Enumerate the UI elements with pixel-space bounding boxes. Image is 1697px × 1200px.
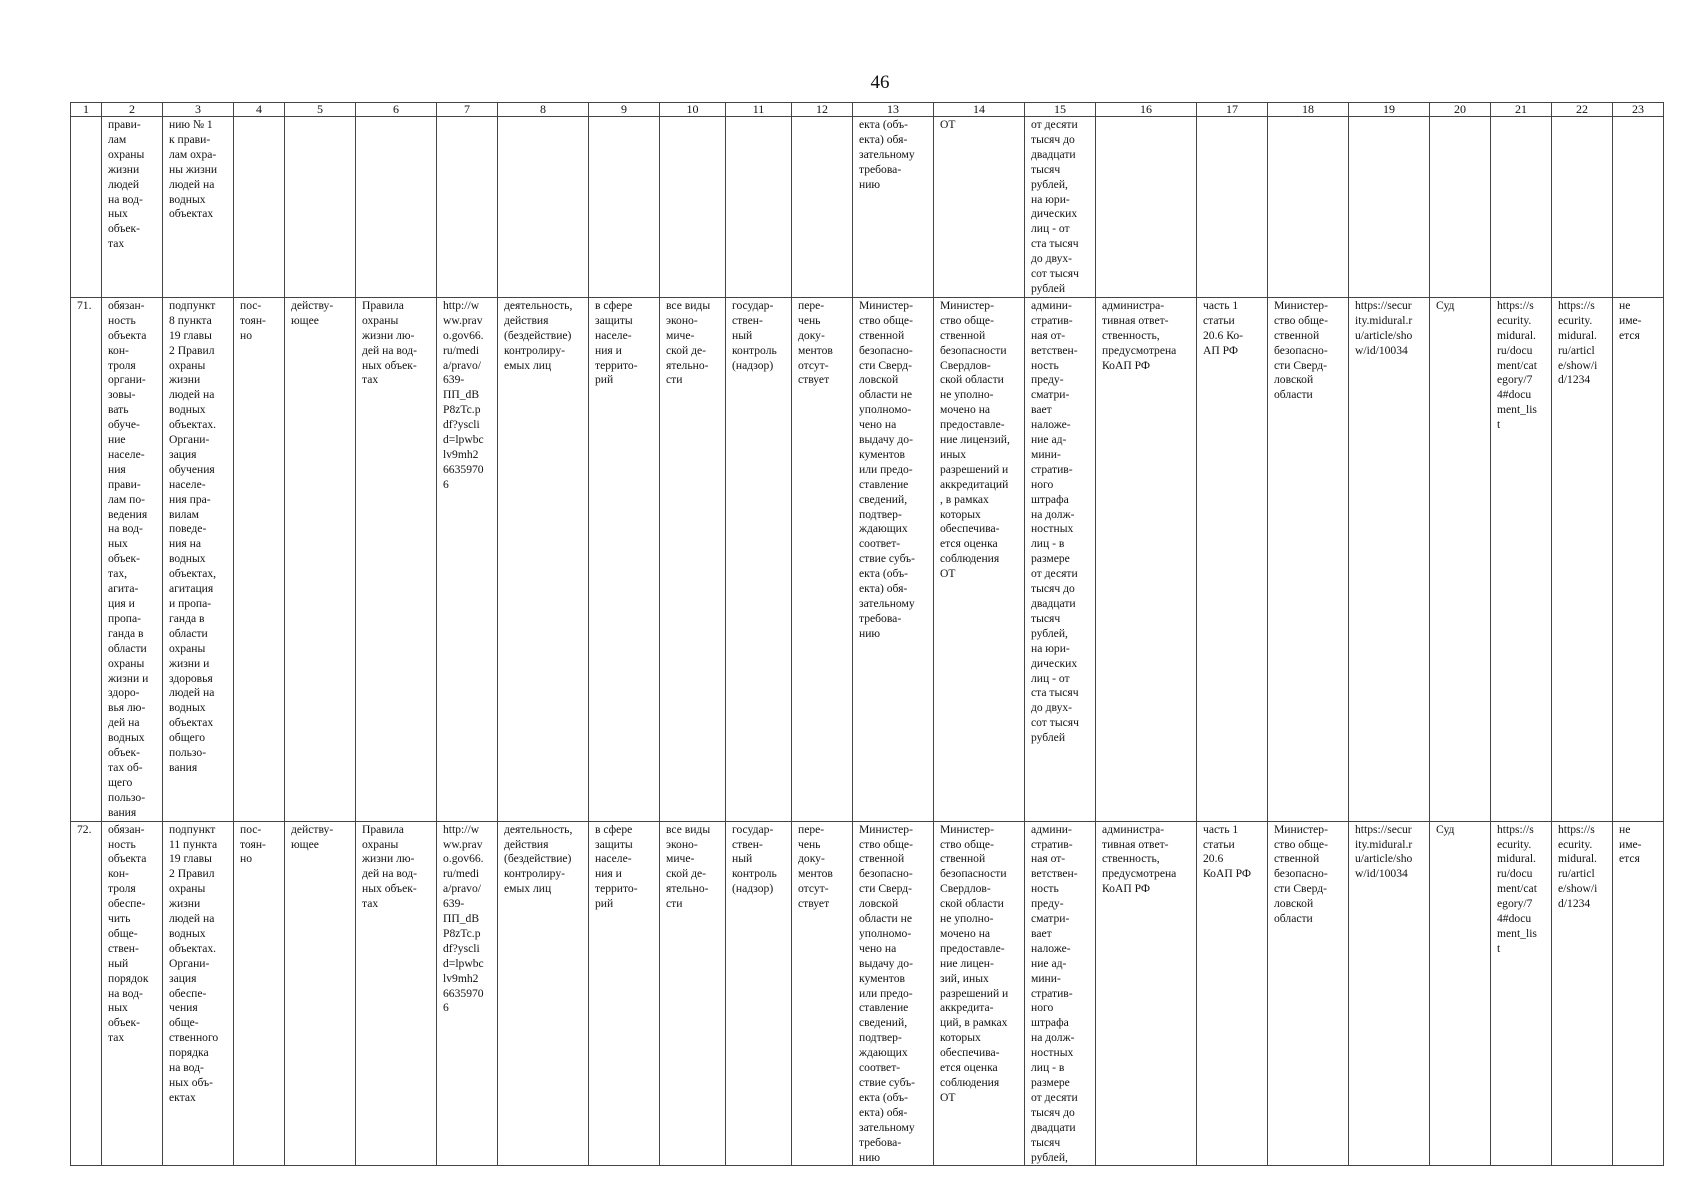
cell-text: в сфере защиты населе- ния и террито- рий [595,822,638,911]
column-number-17: 17 [1197,103,1268,117]
column-number-1: 1 [71,103,102,117]
cell-text: Министер- ство обще- ственной безопасности Свердлов- ской области не уполно- мочено на предоставле- ние лицен- зий, иных разрешений и аккредита- ций, в рамках которых обеспечива- ется оценка соблюдения ОТ [940,822,1009,1104]
cell-text: деятельность, действия (бездействие) контролиру- емых лиц [504,298,573,372]
cell-text: пере- чень доку- ментов отсут- ствует [798,822,833,911]
cell-text: не име- ется [1619,822,1642,866]
cell-text: админи- стратив- ная от- ветствен- ность преду- сматри- вает наложе- ние ад- мини- стратив- ного штрафа на долж- ностных лиц - в размере от десяти тысяч до двадцати тысяч рублей, [1031,822,1078,1164]
table-cell-col-6 [356,117,437,298]
cell-text: Правила охраны жизни лю- дей на вод- ных объек- тах [362,298,418,387]
table-cell-col-12 [792,297,853,821]
column-number-14: 14 [934,103,1025,117]
cell-text: https://s ecurity. midural. ru/docu ment/cat egory/7 4#docu ment_lis t [1497,822,1537,955]
table-cell-col-19 [1349,821,1430,1166]
cell-text: Министер- ство обще- ственной безопасно- сти Сверд- ловской области не уполномо- чено на выдачу до- кументов или предо- ставление сведений, подтвер- ждающих соответ- ствие субъ- екта (объ- екта) обя- зательному требова- нию [859,822,916,1164]
column-number-4: 4 [234,103,285,117]
table-cell-col-10 [660,821,726,1166]
cell-text: Правила охраны жизни лю- дей на вод- ных объек- тах [362,822,418,911]
table-cell-col-20 [1430,821,1491,1166]
cell-text: админи- стратив- ная от- ветствен- ность преду- сматри- вает наложе- ние ад- мини- стратив- ного штрафа на долж- ностных лиц - в размере от десяти тысяч до двадцати тысяч рублей, на юри- дических лиц - от ста тысяч до двух- сот тысяч рублей [1031,298,1079,745]
column-number-row [71,103,1664,117]
table-cell-col-19 [1349,117,1430,298]
table-cell-col-23 [1613,821,1664,1166]
table-cell-col-3 [163,117,234,298]
cell-text: администра- тивная ответ- ственность, предусмотрена КоАП РФ [1102,298,1177,372]
cell-text: https://s ecurity. midural. ru/articl e/show/i d/1234 [1558,298,1598,387]
cell-text: не име- ется [1619,298,1642,342]
table-cell-col-5 [285,821,356,1166]
table-cell-col-7 [437,297,498,821]
table-cell-col-6 [356,297,437,821]
cell-text: все виды эконо- миче- ской де- ятельно- сти [666,298,711,387]
table-cell-col-5 [285,117,356,298]
table-cell-col-13 [853,821,934,1166]
table-cell-col-20 [1430,297,1491,821]
table-cell-col-21 [1491,117,1552,298]
table-cell-col-15 [1025,297,1096,821]
cell-text: Министер- ство обще- ственной безопасности Свердлов- ской области не уполно- мочено на предоставле- ние лицензий, иных разрешений и аккредитаций , в рамках которых обеспечива- ется оценка соблюдения ОТ [940,298,1010,581]
table-row [71,117,1664,298]
table-cell-col-12 [792,117,853,298]
cell-text: Суд [1436,298,1455,312]
table-cell-col-4 [234,821,285,1166]
table-cell-col-11 [726,821,792,1166]
column-number-13: 13 [853,103,934,117]
cell-text: в сфере защиты населе- ния и террито- рий [595,298,638,387]
table-cell-col-21 [1491,297,1552,821]
table-cell-col-9 [589,297,660,821]
table-cell-col-10 [660,117,726,298]
table-cell-col-23 [1613,117,1664,298]
table-cell-col-9 [589,821,660,1166]
table-cell-col-8 [498,821,589,1166]
cell-text: https://secur ity.midural.r u/article/sho w/id/10034 [1355,298,1413,357]
table-cell-col-2 [102,297,163,821]
cell-text: https://s ecurity. midural. ru/docu ment/cat egory/7 4#docu ment_lis t [1497,298,1537,432]
cell-text: государ- ствен- ный контроль (надзор) [732,822,777,896]
table-row [71,297,1664,821]
cell-text: Министер- ство обще- ственной безопасно- сти Сверд- ловской области не уполномо- чено на выдачу до- кументов или предо- ставление сведений, подтвер- ждающих соответ- ствие субъ- екта (объ- екта) обя- зательному требова- нию [859,298,916,640]
table-cell-col-17 [1197,297,1268,821]
cell-text: http://w ww.prav o.gov66. ru/medi a/pravo/ 639- ПП_dB P8zTc.p df?yscli d=lpwbc lv9mh2 6635970 6 [443,298,484,491]
column-number-19: 19 [1349,103,1430,117]
column-number-23: 23 [1613,103,1664,117]
table-cell-col-22 [1552,117,1613,298]
table-cell-col-8 [498,117,589,298]
column-number-18: 18 [1268,103,1349,117]
table-cell-col-16 [1096,297,1197,821]
table-cell-col-14 [934,297,1025,821]
table-cell-col-23 [1613,297,1664,821]
cell-text: действу- ющее [291,822,334,851]
table-cell-col-13 [853,117,934,298]
cell-text: Суд [1436,822,1455,836]
table-cell-col-16 [1096,117,1197,298]
table-cell-col-22 [1552,297,1613,821]
table-cell-col-17 [1197,117,1268,298]
table-cell-col-16 [1096,821,1197,1166]
table-cell-col-12 [792,821,853,1166]
table-cell-col-3 [163,821,234,1166]
column-number-5: 5 [285,103,356,117]
column-number-15: 15 [1025,103,1096,117]
table-cell-col-5 [285,297,356,821]
table-cell-col-2 [102,821,163,1166]
cell-text: 71. [77,298,92,312]
column-number-10: 10 [660,103,726,117]
table-cell-col-21 [1491,821,1552,1166]
cell-text: https://s ecurity. midural. ru/articl e/show/i d/1234 [1558,822,1598,911]
cell-text: действу- ющее [291,298,334,327]
column-number-9: 9 [589,103,660,117]
table-body [71,103,1664,1166]
table-cell-col-9 [589,117,660,298]
column-number-8: 8 [498,103,589,117]
table-cell-col-4 [234,297,285,821]
column-number-2: 2 [102,103,163,117]
table-cell-col-20 [1430,117,1491,298]
cell-text: часть 1 статьи 20.6 Ко- АП РФ [1203,298,1244,357]
table-cell-col-14 [934,117,1025,298]
page-number: 46 [870,72,890,93]
cell-text: пос- тоян- но [240,298,266,342]
table-cell-col-1 [71,117,102,298]
table-cell-col-18 [1268,821,1349,1166]
column-number-11: 11 [726,103,792,117]
table-cell-col-11 [726,297,792,821]
table-cell-col-22 [1552,821,1613,1166]
cell-text: http://w ww.prav o.gov66. ru/medi a/pravo/ 639- ПП_dB P8zTc.p df?yscli d=lpwbc lv9mh2 6635970 6 [443,822,484,1015]
table-cell-col-14 [934,821,1025,1166]
table-cell-col-15 [1025,117,1096,298]
table-cell-col-3 [163,297,234,821]
column-number-6: 6 [356,103,437,117]
cell-text: государ- ствен- ный контроль (надзор) [732,298,777,372]
column-number-7: 7 [437,103,498,117]
table-cell-col-11 [726,117,792,298]
cell-text: пере- чень доку- ментов отсут- ствует [798,298,833,387]
cell-text: администра- тивная ответ- ственность, предусмотрена КоАП РФ [1102,822,1177,896]
cell-text: подпункт 11 пункта 19 главы 2 Правил охраны жизни людей на водных объектах. Органи- зация обеспе- чения обще- ственного порядка на вод- ных объ- ектах [169,822,219,1104]
column-number-12: 12 [792,103,853,117]
cell-text: деятельность, действия (бездействие) контролиру- емых лиц [504,822,573,896]
cell-text: 72. [77,822,92,836]
column-number-3: 3 [163,103,234,117]
table-cell-col-13 [853,297,934,821]
cell-text: часть 1 статьи 20.6 КоАП РФ [1203,822,1252,881]
table-cell-col-18 [1268,117,1349,298]
cell-text: ОТ [940,118,956,131]
cell-text: подпункт 8 пункта 19 главы 2 Правил охраны жизни людей на водных объектах. Органи- зация обучения населе- ния пра- вилам поведе- ния на водных объектах, агитация и пропа- ганда в области охраны жизни и здоровья людей на водных объектах общего пользо- вания [169,298,217,774]
table-cell-col-1 [71,821,102,1166]
requirements-table [70,102,1664,1166]
table-cell-col-10 [660,297,726,821]
table-cell-col-7 [437,821,498,1166]
table-cell-col-18 [1268,297,1349,821]
column-number-20: 20 [1430,103,1491,117]
table-cell-col-7 [437,117,498,298]
cell-text: все виды эконо- миче- ской де- ятельно- сти [666,822,711,911]
table-cell-col-4 [234,117,285,298]
table-cell-col-17 [1197,821,1268,1166]
cell-text: обязан- ность объекта кон- троля органи- зовы- вать обуче- ние населе- ния прави- лам по- ведения на вод- ных объек- тах, агита- ция и пропа- ганда в области охраны жизни и здоро- вья лю- дей на водных объек- тах об- щего пользо- вания [108,298,149,819]
table-cell-col-19 [1349,297,1430,821]
table-cell-col-8 [498,297,589,821]
cell-text: нию № 1 к прави- лам охра- ны жизни людей на водных объектах [169,118,218,221]
column-number-22: 22 [1552,103,1613,117]
cell-text: обязан- ность объекта кон- троля обеспе- чить обще- ствен- ный порядок на вод- ных объек- тах [108,822,149,1045]
cell-text: екта (объ- екта) обя- зательному требова- нию [859,118,915,191]
table-row [71,821,1664,1166]
cell-text: Министер- ство обще- ственной безопасно- сти Сверд- ловской области [1274,298,1328,402]
table-cell-col-6 [356,821,437,1166]
table-cell-col-2 [102,117,163,298]
cell-text: Министер- ство обще- ственной безопасно- сти Сверд- ловской области [1274,822,1328,926]
table-cell-col-1 [71,297,102,821]
column-number-16: 16 [1096,103,1197,117]
column-number-21: 21 [1491,103,1552,117]
cell-text: https://secur ity.midural.r u/article/sho w/id/10034 [1355,822,1413,881]
table-cell-col-15 [1025,821,1096,1166]
cell-text: прави- лам охраны жизни людей на вод- ных объек- тах [108,118,145,251]
cell-text: пос- тоян- но [240,822,266,866]
cell-text: от десяти тысяч до двадцати тысяч рублей, на юри- дических лиц - от ста тысяч до двух- сот тысяч рублей [1031,118,1079,295]
